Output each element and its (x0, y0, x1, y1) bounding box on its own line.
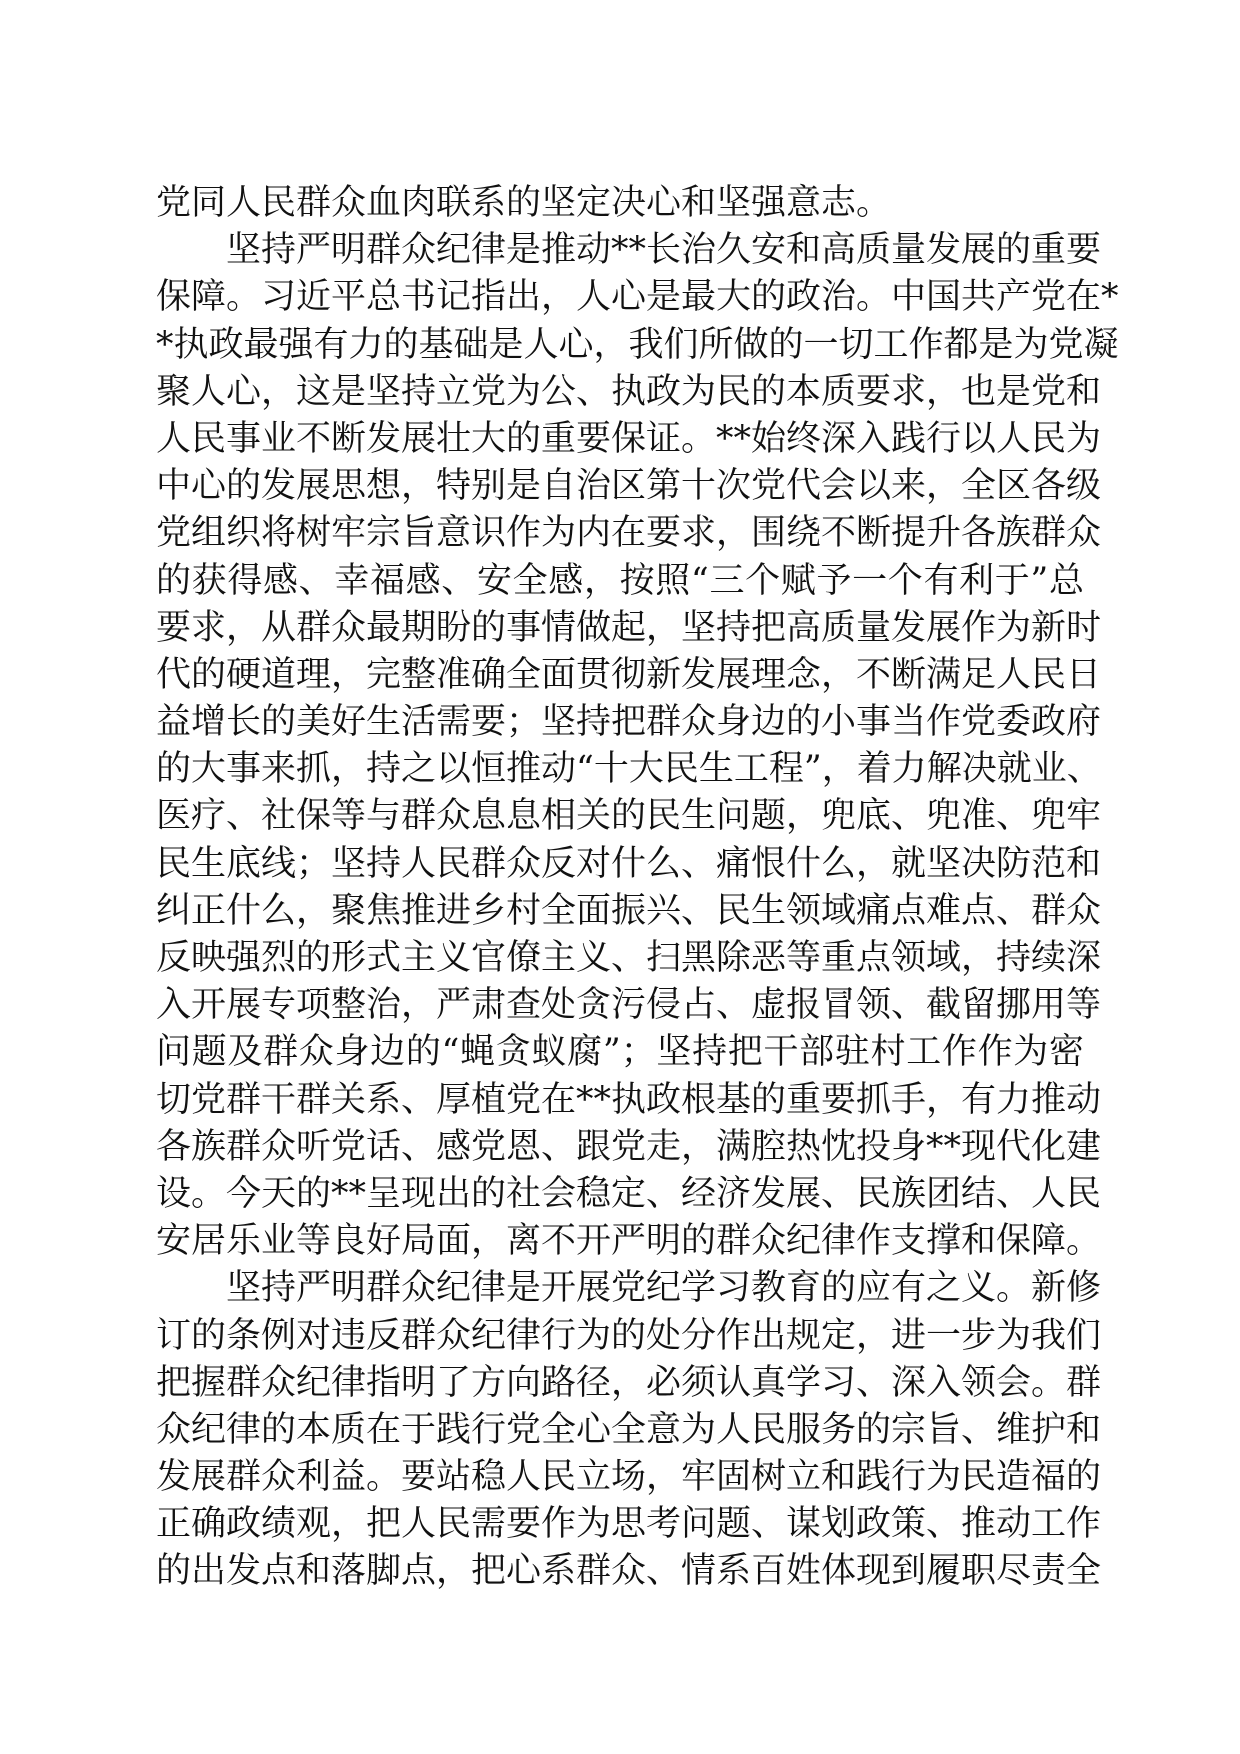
text-line: 的获得感、幸福感、安全感，按照“三个赋予一个有利于”总 (156, 560, 1084, 601)
text-line: 众纪律的本质在于践行党全心全意为人民服务的宗旨、维护和 (156, 1409, 1102, 1450)
text-line: 党同人民群众血肉联系的坚定决心和坚强意志。 (156, 183, 892, 223)
paragraph-first-line: 坚持严明群众纪律是开展党纪学习教育的应有之义。新修 (226, 1268, 1102, 1309)
text-line: 的出发点和落脚点，把心系群众、情系百姓体现到履职尽责全 (156, 1551, 1102, 1592)
text-line: 问题及群众身边的“蝇贪蚁腐”；坚持把干部驻村工作作为密 (156, 1032, 1084, 1073)
text-line: 中心的发展思想，特别是自治区第十次党代会以来，全区各级 (156, 466, 1102, 507)
text-line: 代的硬道理，完整准确全面贯彻新发展理念，不断满足人民日 (156, 654, 1102, 695)
text-line: 各族群众听党话、感党恩、跟党走，满腔热忱投身**现代化建 (156, 1126, 1102, 1167)
text-line: 安居乐业等良好局面，离不开严明的群众纪律作支撑和保障。 (156, 1221, 1102, 1262)
text-line: 医疗、社保等与群众息息相关的民生问题，兜底、兜准、兜牢 (156, 796, 1102, 837)
text-line: 发展群众利益。要站稳人民立场，牢固树立和践行为民造福的 (156, 1457, 1102, 1498)
text-line: 切党群干群关系、厚植党在**执政根基的重要抓手，有力推动 (156, 1079, 1102, 1120)
text-line: 把握群众纪律指明了方向路径，必须认真学习、深入领会。群 (156, 1362, 1102, 1403)
text-line: 民生底线；坚持人民群众反对什么、痛恨什么，就坚决防范和 (156, 843, 1102, 884)
text-line: 订的条例对违反群众纪律行为的处分作出规定，进一步为我们 (156, 1315, 1102, 1356)
text-line: 党组织将树牢宗旨意识作为内在要求，围绕不断提升各族群众 (156, 513, 1102, 554)
body-text (156, 180, 1119, 1596)
text-line: 聚人心，这是坚持立党为公、执政为民的本质要求，也是党和 (156, 371, 1102, 412)
text-line: 反映强烈的形式主义官僚主义、扫黑除恶等重点领域，持续深 (156, 938, 1102, 978)
text-line: 人民事业不断发展壮大的重要保证。**始终深入践行以人民为 (156, 418, 1102, 459)
text-line: 设。今天的**呈现出的社会稳定、经济发展、民族团结、人民 (156, 1173, 1102, 1214)
text-line: 纠正什么，聚焦推进乡村全面振兴、民生领域痛点难点、群众 (156, 890, 1102, 931)
text-line: 要求，从群众最期盼的事情做起，坚持把高质量发展作为新时 (156, 607, 1102, 648)
text-line: 入开展专项整治，严肃查处贪污侵占、虚报冒领、截留挪用等 (156, 985, 1102, 1026)
text-line: 益增长的美好生活需要；坚持把群众身边的小事当作党委政府 (156, 702, 1102, 743)
text-line: 的大事来抓，持之以恒推动“十大民生工程”，着力解决就业、 (156, 749, 1102, 790)
text-line: 正确政绩观，把人民需要作为思考问题、谋划政策、推动工作 (156, 1504, 1102, 1545)
paragraph-first-line: 坚持严明群众纪律是推动**长治久安和高质量发展的重要 (226, 230, 1102, 271)
text-line: 保障。习近平总书记指出，人心是最大的政治。中国共产党在* (156, 277, 1119, 318)
text-line: *执政最强有力的基础是人心，我们所做的一切工作都是为党凝 (156, 324, 1119, 365)
